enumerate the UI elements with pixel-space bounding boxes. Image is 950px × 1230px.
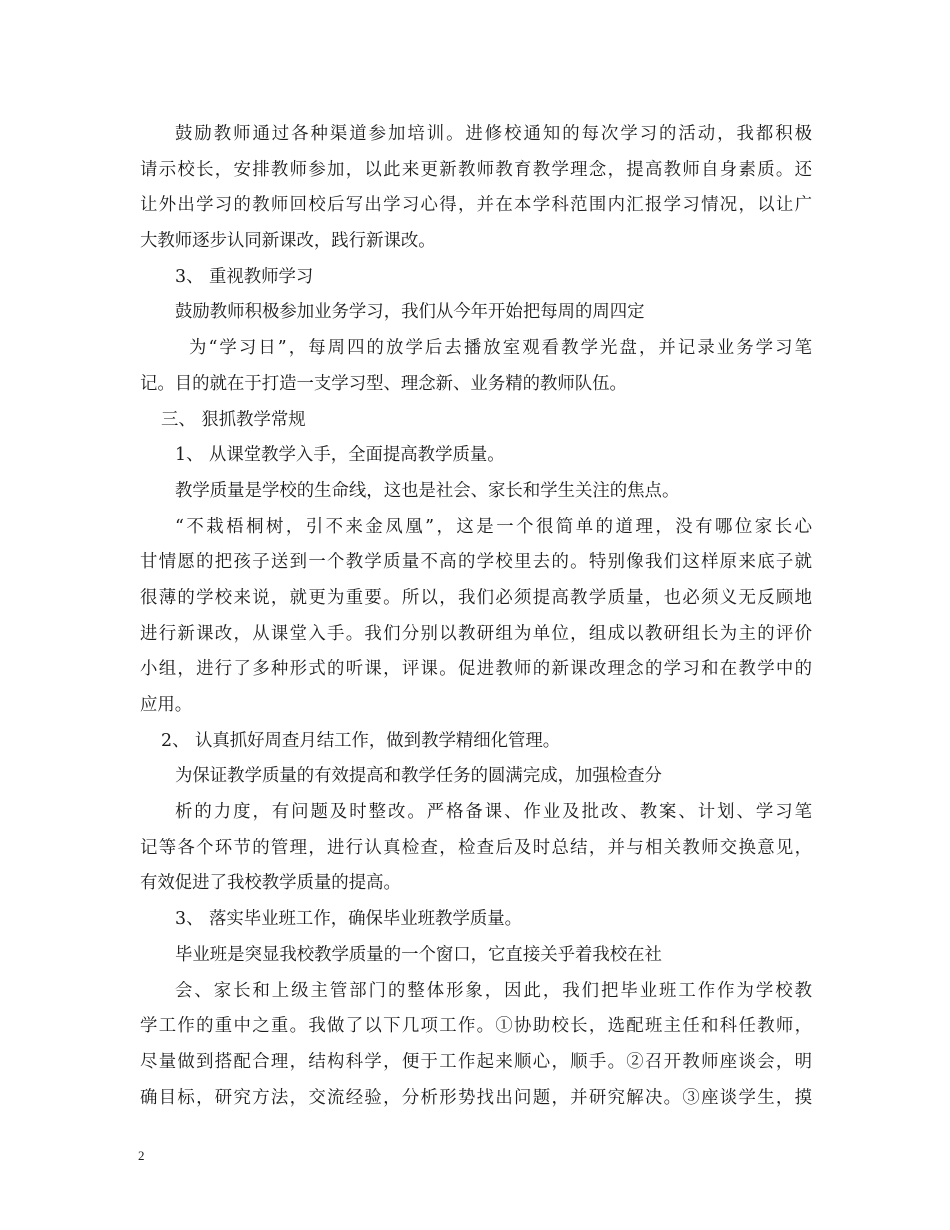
text-line: 鼓励教师积极参加业务学习，我们从今年开始把每周的周四定: [175, 302, 645, 323]
text-line: 请示校长，安排教师参加，以此来更新教师教育教学理念，提高教师自身素质。还: [140, 159, 812, 180]
text-line: 记。目的就在于打造一支学习型、理念新、业务精的教师队伍。: [140, 373, 627, 394]
text-line: 毕业班是突显我校教学质量的一个窗口，它直接关乎着我校在社: [175, 944, 662, 965]
section-heading: 1、 从课堂教学入手，全面提高教学质量。: [175, 445, 505, 466]
text-line: 为“学习日”，每周四的放学后去播放室观看教学光盘，并记录业务学习笔: [189, 338, 812, 359]
section-heading: 三、 狠抓教学常规: [161, 409, 306, 430]
text-line: 很薄的学校来说，就更为重要。所以，我们必须提高教学质量，也必须义无反顾地: [140, 587, 812, 608]
section-heading: 2、 认真抓好周查月结工作，做到教学精细化管理。: [161, 730, 561, 751]
section-heading: 3、 重视教师学习: [175, 266, 314, 287]
text-line: 进行新课改，从课堂入手。我们分别以教研组为单位，组成以教研组长为主的评价: [140, 623, 812, 644]
text-line: 学工作的重中之重。我做了以下几项工作。①协助校长，选配班主任和科任教师，: [140, 1016, 812, 1037]
page-number: 2: [138, 1148, 145, 1163]
text-line: 鼓励教师通过各种渠道参加培训。进修校通知的每次学习的活动，我都积极: [175, 124, 812, 144]
text-line: 教学质量是学校的生命线，这也是社会、家长和学生关注的焦点。: [175, 480, 680, 501]
body-text: [140, 117, 812, 1116]
text-line: 应用。: [140, 695, 193, 715]
section-heading: 3、 落实毕业班工作，确保毕业班教学质量。: [175, 909, 523, 930]
text-line: 记等各个环节的管理，进行认真检查，检查后及时总结，并与相关教师交换意见，: [140, 837, 812, 858]
text-line: “不栽梧桐树，引不来金凤凰”，这是一个很简单的道理，没有哪位家长心: [175, 516, 812, 537]
text-line: 确目标，研究方法，交流经验，分析形势找出问题，并研究解决。③座谈学生，摸: [140, 1087, 812, 1108]
text-line: 让外出学习的教师回校后写出学习心得，并在本学科范围内汇报学习情况，以让广: [140, 195, 812, 216]
text-line: 会、家长和上级主管部门的整体形象，因此，我们把毕业班工作作为学校教: [175, 980, 812, 1001]
text-line: 大教师逐步认同新课改，践行新课改。: [140, 231, 436, 252]
text-line: 有效促进了我校教学质量的提高。: [140, 873, 401, 894]
text-line: 为保证教学质量的有效提高和教学任务的圆满完成，加强检查分: [175, 766, 662, 787]
text-line: 小组，进行了多种形式的听课，评课。促进教师的新课改理念的学习和在教学中的: [140, 659, 812, 680]
text-line: 甘情愿的把孩子送到一个教学质量不高的学校里去的。特别像我们这样原来底子就: [140, 552, 812, 573]
text-line: 析的力度，有问题及时整改。严格备课、作业及批改、教案、计划、学习笔: [175, 802, 812, 823]
text-line: 尽量做到搭配合理，结构科学，便于工作起来顺心，顺手。②召开教师座谈会，明: [140, 1051, 812, 1072]
